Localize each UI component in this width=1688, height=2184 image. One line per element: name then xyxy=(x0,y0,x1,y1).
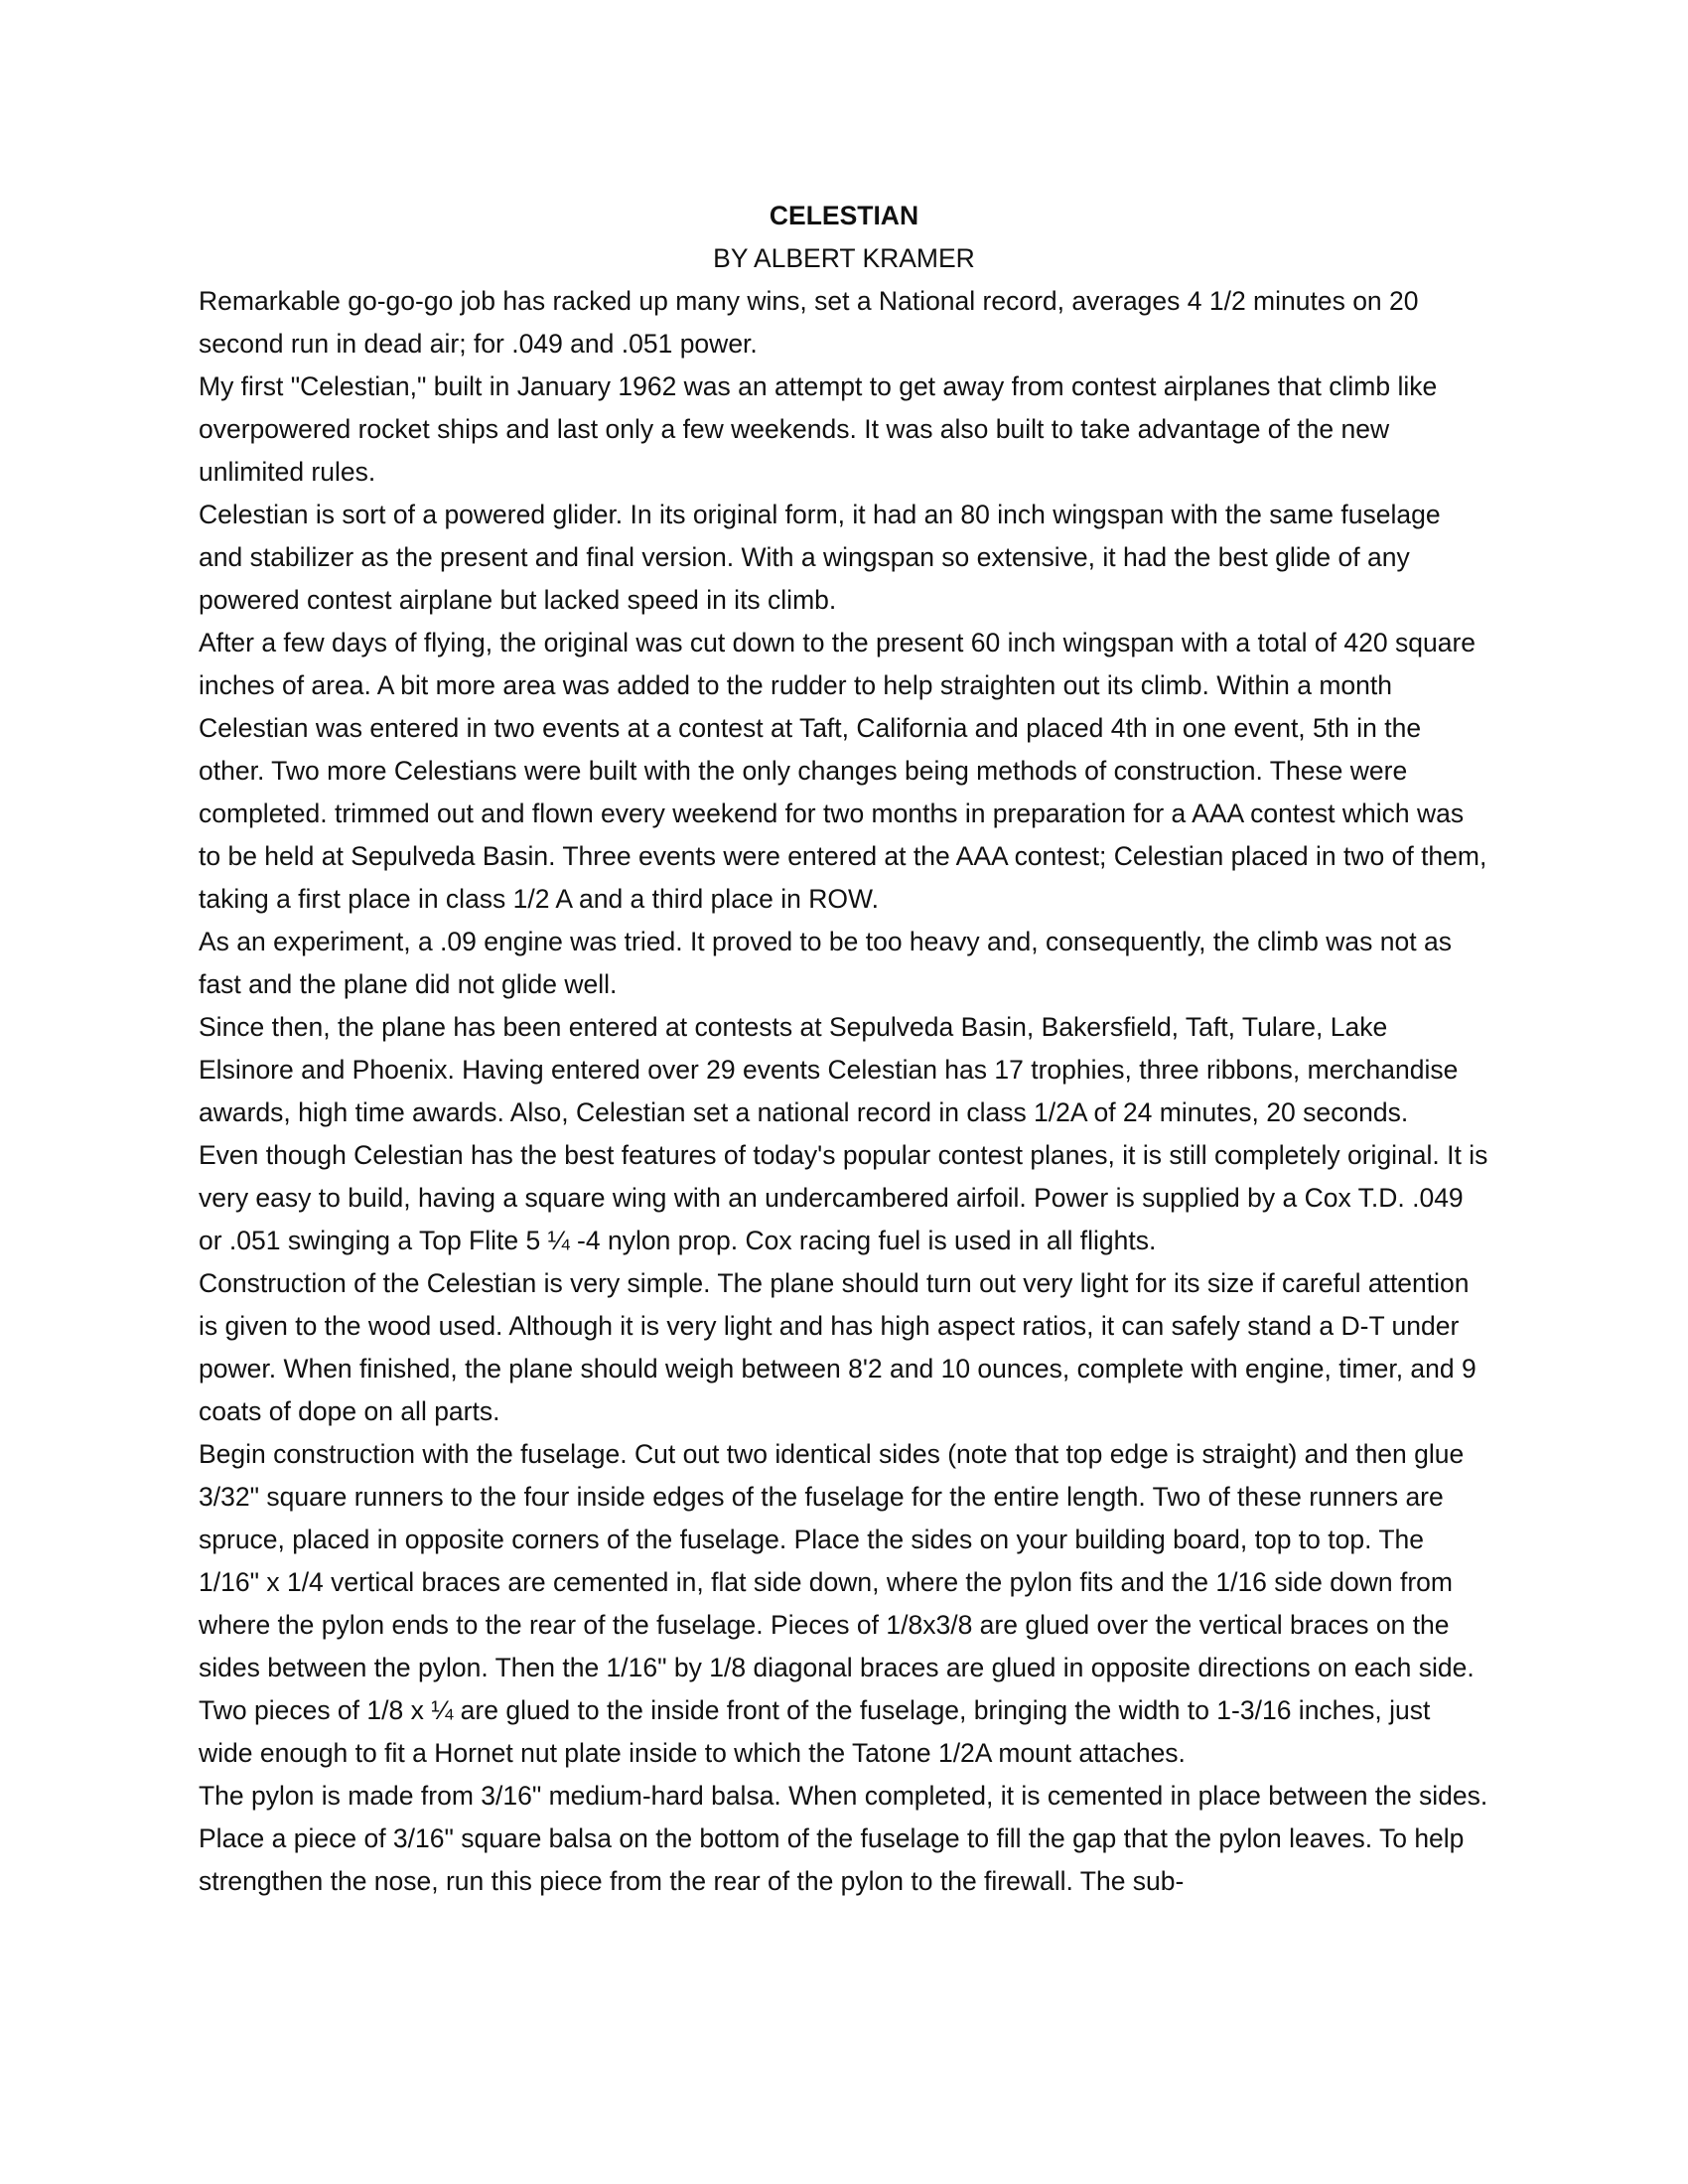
paragraph-construction-overview: Construction of the Celestian is very simple. The plane should turn out very light for its size if careful attention is given to the wood used. Although it is very light and has high aspect ratios, it can safely stand a D-T under power. When finished, the plane should weigh between 8'2 and 10 ounces, complete with engine, timer, and 9 coats of dope on all parts. xyxy=(199,1268,1477,1426)
author-byline: BY ALBERT KRAMER xyxy=(713,243,975,273)
paragraph-features: Even though Celestian has the best features of today's popular contest planes, it is still completely original. It is very easy to build, having a square wing with an undercambered airfoil. Power is supplied by a Cox T.D. .049 or .051 swinging a Top Flite 5 ¼ -4 nylon prop. Cox racing fuel is used in all flights. xyxy=(199,1140,1488,1255)
paragraph-fuselage-construction: Begin construction with the fuselage. Cut out two identical sides (note that top edge is straight) and then glue 3/32" square runners to the four inside edges of the fuselage for the entire length. Two of these runners are spruce, placed in opposite corners of the fuselage. Place the sides on your building board, top to top. The 1/16" x 1/4 vertical braces are cemented in, flat side down, where the pylon fits and the 1/16 side down from where the pylon ends to the rear of the fuselage. Pieces of 1/8x3/8 are glued over the vertical braces on the sides between the pylon. Then the 1/16" by 1/8 diagonal braces are glued in opposite directions on each side. Two pieces of 1/8 x ¼ are glued to the inside front of the fuselage, bringing the width to 1-3/16 inches, just wide enough to fit a Hornet nut plate inside to which the Tatone 1/2A mount attaches. xyxy=(199,1439,1475,1768)
document-page xyxy=(199,195,1489,1903)
document-title: CELESTIAN xyxy=(769,201,919,230)
paragraph-engine-experiment: As an experiment, a .09 engine was tried. It proved to be too heavy and, consequently, the climb was not as fast and the plane did not glide well. xyxy=(199,927,1452,999)
paragraph-awards: Since then, the plane has been entered at contests at Sepulveda Basin, Bakersfield, Taft, Tulare, Lake Elsinore and Phoenix. Having entered over 29 events Celestian has 17 trophies, three ribbons, merchandise awards, high time awards. Also, Celestian set a national record in class 1/2A of 24 minutes, 20 seconds. xyxy=(199,1012,1459,1127)
paragraph-subtitle: Remarkable go-go-go job has racked up many wins, set a National record, averages 4 1/2 minutes on 20 second run in dead air; for .049 and .051 power. xyxy=(199,286,1419,359)
paragraph-contest-history: After a few days of flying, the original was cut down to the present 60 inch wingspan with a total of 420 square inches of area. A bit more area was added to the rudder to help straighten out its climb. Within a month Celestian was entered in two events at a contest at Taft, California and placed 4th in one event, 5th in the other. Two more Celestians were built with the only changes being methods of construction. These were completed. trimmed out and flown every weekend for two months in preparation for a AAA contest which was to be held at Sepulveda Basin. Three events were entered at the AAA contest; Celestian placed in two of them, taking a first place in class 1/2 A and a third place in ROW. xyxy=(199,628,1487,914)
paragraph-pylon-construction: The pylon is made from 3/16" medium-hard balsa. When completed, it is cemented in place between the sides. Place a piece of 3/16" square balsa on the bottom of the fuselage to fill the gap that the pylon leaves. To help strengthen the nose, run this piece from the rear of the pylon to the firewall. The sub- xyxy=(199,1781,1488,1896)
paragraph-powered-glider: Celestian is sort of a powered glider. In its original form, it had an 80 inch wingspan with the same fuselage and stabilizer as the present and final version. With a wingspan so extensive, it had the best glide of any powered contest airplane but lacked speed in its climb. xyxy=(199,500,1441,615)
paragraph-first-celestian: My first "Celestian," built in January 1962 was an attempt to get away from contest airplanes that climb like overpowered rocket ships and last only a few weekends. It was also built to take advantage of the new unlimited rules. xyxy=(199,371,1438,487)
